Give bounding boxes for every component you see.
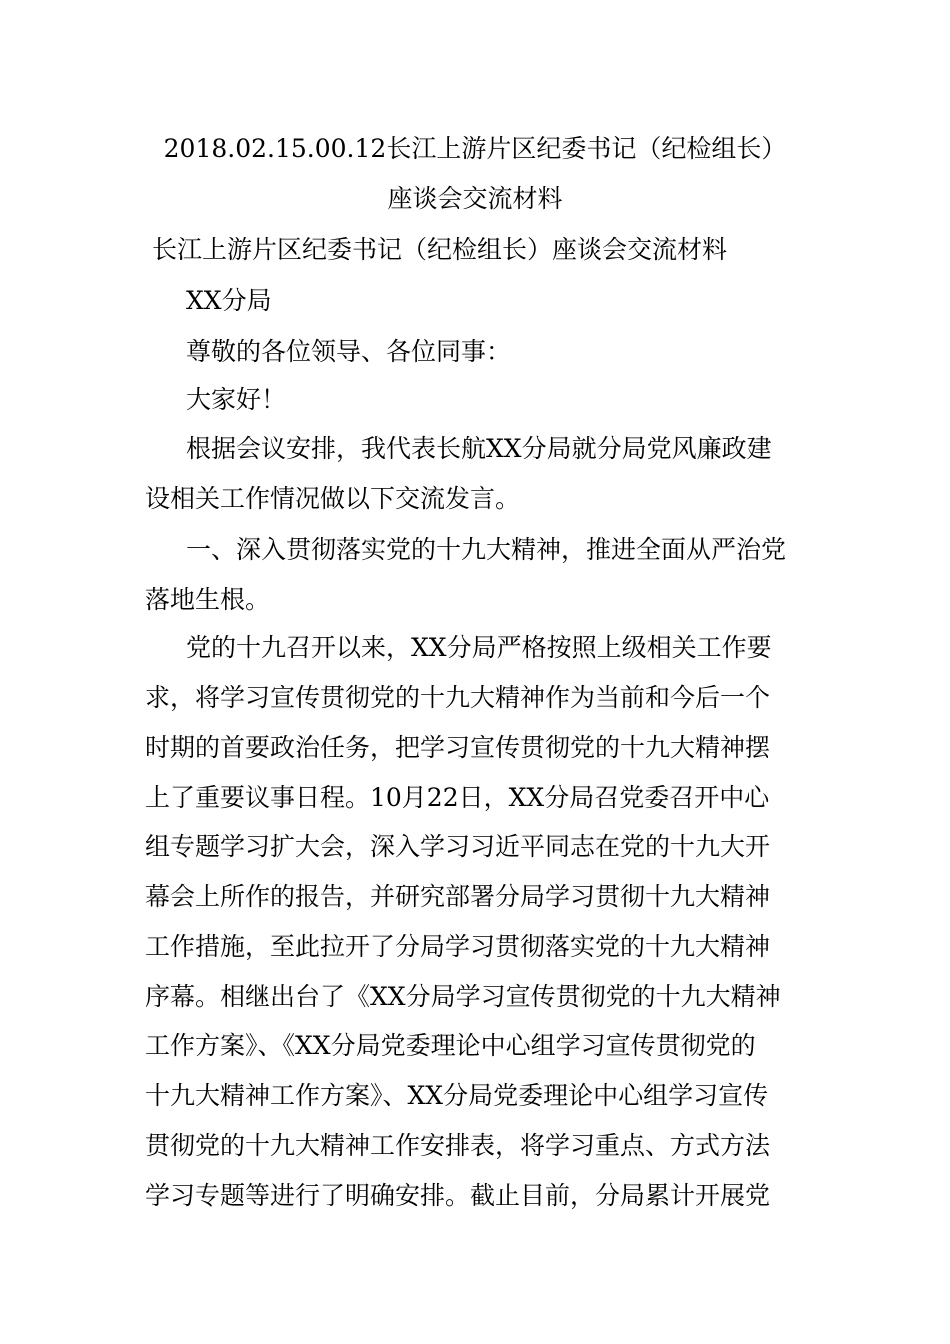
- body-line: 序幕。相继出台了《XX分局学习宣传贯彻党的十九大精神: [145, 982, 781, 1011]
- greeting: 大家好！: [186, 385, 287, 414]
- body-line: 学习专题等进行了明确安排。截止目前，分局累计开展党: [145, 1181, 771, 1210]
- body-line: 贯彻党的十九大精神工作安排表，将学习重点、方式方法: [145, 1131, 771, 1160]
- intro-line: 设相关工作情况做以下交流发言。: [145, 484, 521, 513]
- body-line: 组专题学习扩大会，深入学习习近平同志在党的十九大开: [145, 832, 771, 861]
- body-line: 时期的首要政治任务，把学习宣传贯彻党的十九大精神摆: [145, 733, 771, 762]
- body-line: 求，将学习宣传贯彻党的十九大精神作为当前和今后一个: [145, 683, 771, 712]
- body-line: 党的十九召开以来，XX分局严格按照上级相关工作要: [186, 633, 772, 662]
- body-line: 工作方案》、《XX分局党委理论中心组学习宣传贯彻党的: [145, 1031, 756, 1060]
- body-line: 幕会上所作的报告，并研究部署分局学习贯彻十九大精神: [145, 882, 771, 911]
- section-heading-line: 一、深入贯彻落实党的十九大精神，推进全面从严治党: [186, 535, 787, 564]
- intro-line: 根据会议安排，我代表长航XX分局就分局党风廉政建: [186, 434, 772, 463]
- salutation: 尊敬的各位领导、各位同事：: [186, 337, 512, 366]
- body-line: 上了重要议事日程。10月22日，XX分局召党委召开中心: [145, 783, 770, 812]
- document-title-line-1: 2018.02.15.00.12长江上游片区纪委书记（纪检组长）: [163, 134, 787, 163]
- body-line: 工作措施，至此拉开了分局学习贯彻落实党的十九大精神: [145, 932, 771, 961]
- body-line: 十九大精神工作方案》、XX分局党委理论中心组学习宣传: [145, 1081, 769, 1110]
- section-heading-line: 落地生根。: [145, 585, 271, 614]
- document-title-line-2: 座谈会交流材料: [387, 184, 563, 213]
- subtitle: 长江上游片区纪委书记（纪检组长）座谈会交流材料: [152, 235, 728, 264]
- unit-name: XX分局: [186, 286, 272, 315]
